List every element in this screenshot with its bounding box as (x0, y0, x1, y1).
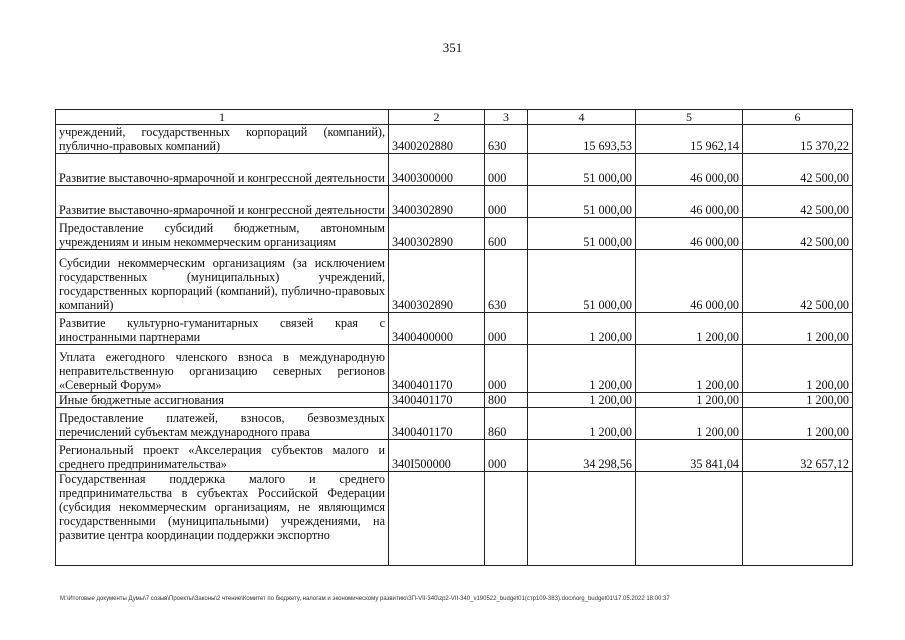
table-row (56, 472, 853, 566)
row-value-3: 42 500,00 (743, 218, 853, 250)
row-value-2: 46 000,00 (636, 186, 743, 218)
column-header: 1 (56, 110, 389, 125)
row-value-2: 46 000,00 (636, 154, 743, 186)
row-value-2: 46 000,00 (636, 218, 743, 250)
row-code: 3400300000 (389, 154, 485, 186)
table-row (56, 440, 853, 472)
page-number: 351 (442, 40, 463, 55)
row-expense-type: 630 (485, 125, 528, 154)
row-value-3: 42 500,00 (743, 154, 853, 186)
row-code: 3400302890 (389, 218, 485, 250)
row-value-2: 35 841,04 (636, 440, 743, 472)
table-row (56, 125, 853, 154)
row-code: 3400302890 (389, 186, 485, 218)
row-value-2: 1 200,00 (636, 345, 743, 393)
table-row (56, 345, 853, 393)
column-header: 4 (528, 110, 636, 125)
row-value-2 (636, 472, 743, 566)
row-value-2: 1 200,00 (636, 313, 743, 345)
table-row (56, 218, 853, 250)
row-name: Развитие культурно-гуманитарных связей края с иностранными партнерами (56, 313, 389, 345)
row-value-2: 46 000,00 (636, 250, 743, 313)
row-value-1: 51 000,00 (528, 250, 636, 313)
row-name: Государственная поддержка малого и среднего предпринимательства в субъектах Российской Федерации (субсидия некоммерческим организациям, не являющимся государственными (муниципальными) учреждениями, на развитие центра координации поддержки экспортно (56, 472, 389, 566)
row-code: 3400400000 (389, 313, 485, 345)
row-name: Развитие выставочно-ярмарочной и конгрессной деятельности (56, 186, 389, 218)
row-expense-type: 000 (485, 345, 528, 393)
row-value-1: 1 200,00 (528, 408, 636, 440)
row-name: Иные бюджетные ассигнования (56, 393, 389, 408)
row-value-1: 34 298,56 (528, 440, 636, 472)
table-row (56, 408, 853, 440)
column-header: 2 (389, 110, 485, 125)
row-value-3: 1 200,00 (743, 313, 853, 345)
row-value-3: 15 370,22 (743, 125, 853, 154)
row-expense-type: 000 (485, 154, 528, 186)
row-name: Предоставление субсидий бюджетным, автономным учреждениям и иным некоммерческим организациям (56, 218, 389, 250)
column-header: 3 (485, 110, 528, 125)
row-expense-type: 800 (485, 393, 528, 408)
row-value-1: 1 200,00 (528, 345, 636, 393)
row-expense-type: 630 (485, 250, 528, 313)
row-expense-type (485, 472, 528, 566)
row-expense-type: 860 (485, 408, 528, 440)
row-name: Субсидии некоммерческим организациям (за исключением государственных (муниципальных) учреждений, государственных корпораций (компаний), публично-правовых компаний) (56, 250, 389, 313)
budget-table (55, 109, 853, 566)
row-name: Региональный проект «Акселерация субъектов малого и среднего предпринимательства» (56, 440, 389, 472)
row-value-2: 15 962,14 (636, 125, 743, 154)
table-row (56, 313, 853, 345)
row-code (389, 472, 485, 566)
column-header: 6 (743, 110, 853, 125)
table-row (56, 250, 853, 313)
row-expense-type: 000 (485, 313, 528, 345)
row-code: 3400401170 (389, 345, 485, 393)
row-value-3 (743, 472, 853, 566)
table-header-row (56, 110, 853, 125)
row-code: 340I500000 (389, 440, 485, 472)
column-header: 5 (636, 110, 743, 125)
row-code: 3400302890 (389, 250, 485, 313)
row-code: 3400202880 (389, 125, 485, 154)
row-value-1: 1 200,00 (528, 313, 636, 345)
row-value-1: 15 693,53 (528, 125, 636, 154)
table-row (56, 393, 853, 408)
row-value-1: 51 000,00 (528, 154, 636, 186)
row-value-3: 42 500,00 (743, 250, 853, 313)
row-value-1: 51 000,00 (528, 218, 636, 250)
row-expense-type: 600 (485, 218, 528, 250)
row-code: 3400401170 (389, 393, 485, 408)
row-code: 3400401170 (389, 408, 485, 440)
row-value-1: 1 200,00 (528, 393, 636, 408)
row-value-3: 1 200,00 (743, 345, 853, 393)
row-value-1 (528, 472, 636, 566)
table-row (56, 186, 853, 218)
row-name: Предоставление платежей, взносов, безвозмездных перечислений субъектам международного права (56, 408, 389, 440)
row-name: Развитие выставочно-ярмарочной и конгрессной деятельности (56, 154, 389, 186)
document-path-footer: M:\Итоговые документы Думы\7 созыв\Проекты\Законы\2 чтение\Комитет по бюджету, налогам и экономическому развитию\ЗП-VII-340\zp2-VII-340_v190522_budget01(стр109-383).docx\org_budget01\17.05.2022 18:00:37 (60, 596, 670, 602)
row-value-2: 1 200,00 (636, 408, 743, 440)
row-name: Уплата ежегодного членского взноса в международную неправительственную организацию северных регионов «Северный Форум» (56, 345, 389, 393)
row-value-3: 32 657,12 (743, 440, 853, 472)
row-expense-type: 000 (485, 440, 528, 472)
table-row (56, 154, 853, 186)
row-value-3: 1 200,00 (743, 408, 853, 440)
row-value-3: 42 500,00 (743, 186, 853, 218)
row-value-3: 1 200,00 (743, 393, 853, 408)
row-value-2: 1 200,00 (636, 393, 743, 408)
row-value-1: 51 000,00 (528, 186, 636, 218)
row-name: учреждений, государственных корпораций (компаний), публично-правовых компаний) (56, 125, 389, 154)
row-expense-type: 000 (485, 186, 528, 218)
